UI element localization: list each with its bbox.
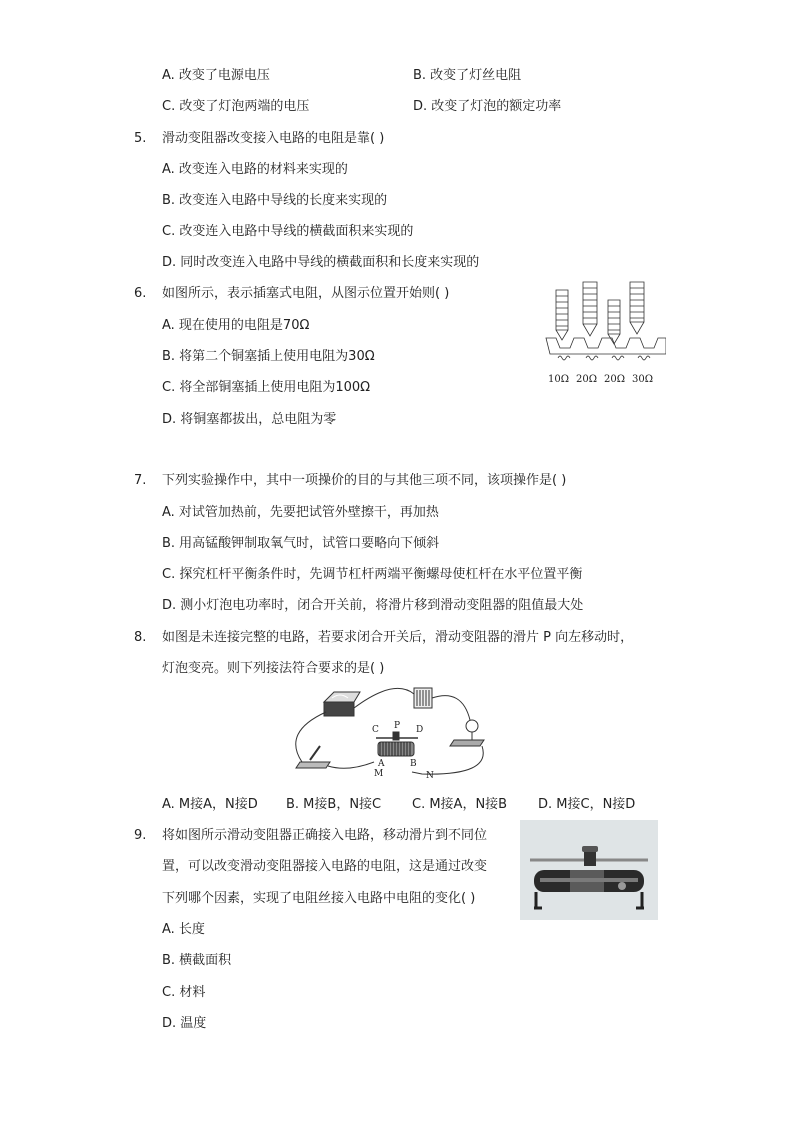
circuit-figure [292, 684, 502, 784]
q9-option-a: A. 长度 [162, 922, 205, 937]
slider-p-label: P [394, 721, 401, 731]
coil-2 [586, 356, 598, 360]
q7-option-d: D. 测小灯泡电功率时，闭合开关前，将滑片移到滑动变阻器的阻值最大处 [162, 598, 584, 613]
coil-1 [558, 356, 570, 360]
q5-option-d: D. 同时改变连入电路中导线的横截面积和长度来实现的 [162, 255, 480, 270]
q9-number: 9. [134, 828, 147, 843]
q7-stem: 下列实验操作中，其中一项操价的目的与其他三项不同，该项操作是( ) [162, 473, 567, 488]
q5-option-c: C. 改变连入电路中导线的横截面积来实现的 [162, 224, 414, 239]
coil-4 [638, 356, 650, 360]
ammeter [324, 692, 360, 716]
plug-4 [630, 282, 644, 334]
wire-lamp-N [412, 746, 483, 774]
q8-option-a: A. M接A，N接D [162, 797, 258, 812]
terminal-b-label: B [410, 759, 417, 769]
q8-option-c: C. M接A，N接B [412, 797, 508, 812]
q8-stem-line2: 灯泡变亮。则下列接法符合要求的是( ) [162, 661, 385, 676]
q9-stem-line3: 下列哪个因素，实现了电阻丝接入电路中电阻的变化( ) [162, 891, 476, 906]
q6-option-a: A. 现在使用的电阻是70Ω [162, 318, 310, 333]
q9-option-c: C. 材料 [162, 985, 206, 1000]
plug-1 [556, 290, 568, 340]
q7-option-a: A. 对试管加热前，先要把试管外壁擦干，再加热 [162, 505, 439, 520]
terminal-c-label: C [372, 725, 379, 735]
q7-option-c: C. 探究杠杆平衡条件时，先调节杠杆两端平衡螺母使杠杆在水平位置平衡 [162, 567, 583, 582]
q8-number: 8. [134, 630, 147, 645]
wire-ammeter-switch [296, 712, 326, 762]
q5-option-a: A. 改变连入电路的材料来实现的 [162, 162, 348, 177]
q7-option-b: B. 用高锰酸钾制取氧气时，试管口要略向下倾斜 [162, 536, 440, 551]
q4-option-a: A. 改变了电源电压 [162, 68, 270, 83]
q9-stem-line2: 置，可以改变滑动变阻器接入电路的电阻，这是通过改变 [162, 859, 488, 874]
resistor-label-4: 30Ω [632, 374, 654, 385]
q4-option-c: C. 改变了灯泡两端的电压 [162, 99, 310, 114]
plug-2 [583, 282, 597, 336]
brass-bar [546, 338, 666, 354]
q6-option-b: B. 将第二个铜塞插上使用电阻为30Ω [162, 349, 375, 364]
wire-end-n-label: N [426, 771, 434, 781]
q5-number: 5. [134, 131, 147, 146]
rheostat-photo [520, 820, 658, 920]
q9-option-b: B. 横截面积 [162, 953, 232, 968]
switch [296, 746, 330, 768]
wire-battery-lamp [432, 696, 470, 720]
terminal-a-label: A [378, 759, 385, 769]
q6-option-c: C. 将全部铜塞插上使用电阻为100Ω [162, 380, 371, 395]
q4-option-d: D. 改变了灯泡的额定功率 [413, 99, 562, 114]
resistor-label-3: 20Ω [604, 374, 626, 385]
coil-3 [612, 356, 624, 360]
q6-number: 6. [134, 286, 147, 301]
q8-option-b: B. M接B，N接C [286, 797, 382, 812]
q6-stem: 如图所示，表示插塞式电阻，从图示位置开始则( ) [162, 286, 450, 301]
q6-option-d: D. 将铜塞都拔出，总电阻为零 [162, 412, 337, 427]
q9-stem-line1: 将如图所示滑动变阻器正确接入电路，移动滑片到不同位 [162, 828, 488, 843]
wire-ammeter-battery [354, 688, 414, 708]
q5-stem: 滑动变阻器改变接入电路的电阻是靠( ) [162, 131, 385, 146]
resistor-label-1: 10Ω [548, 374, 570, 385]
battery-box [414, 688, 432, 708]
plug-3 [608, 300, 620, 344]
q8-stem-line1: 如图是未连接完整的电路，若要求闭合开关后，滑动变阻器的滑片 P 向左移动时， [162, 630, 634, 645]
terminal-d-label: D [416, 725, 424, 735]
q7-number: 7. [134, 473, 147, 488]
q8-option-d: D. M接C，N接D [538, 797, 636, 812]
q5-option-b: B. 改变连入电路中导线的长度来实现的 [162, 193, 388, 208]
resistor-label-2: 20Ω [576, 374, 598, 385]
q9-option-d: D. 温度 [162, 1016, 207, 1031]
lamp [450, 720, 484, 746]
wire-end-m-label: M [374, 769, 384, 779]
wire-switch-M [328, 762, 374, 768]
q4-option-b: B. 改变了灯丝电阻 [413, 68, 522, 83]
plug-resistor-figure [542, 278, 666, 388]
rheostat [376, 732, 418, 756]
